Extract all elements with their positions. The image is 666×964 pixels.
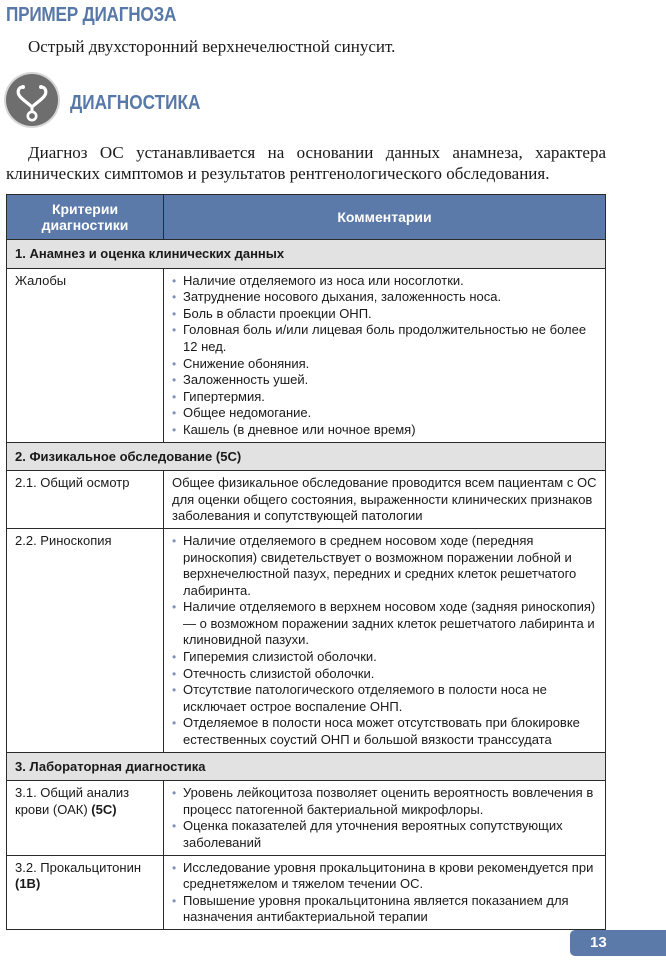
- diagnostic-criteria-table: [6, 194, 606, 930]
- list-item: • Исследование уровня прокальцитонина в крови рекомендуется при среднетяжелом и тяжелом течении ОС.: [172, 860, 597, 893]
- criterion-label: 2.2. Риноскопия: [15, 532, 112, 548]
- list-item: • Наличие отделяемого в верхнем носовом ходе (задняя риноскопия) — о возможном поражении задних клеток решетчатого лабиринта и клиновидной пазухи.: [172, 599, 597, 649]
- header-comments: Комментарии: [164, 195, 606, 240]
- comment-cell: [164, 268, 606, 442]
- table-row: [7, 471, 606, 529]
- table-header-row: [7, 195, 606, 240]
- list-item: • Наличие отделяемого из носа или носоглотки.: [172, 273, 597, 290]
- criterion-cell: [7, 528, 164, 752]
- diagnostics-intro: [6, 142, 606, 184]
- table-row: [7, 528, 606, 752]
- comment-text: Общее физикальное обследование проводится всем пациентам с ОС для оценки общего состояния, выраженности клинических признаков заболевания и сопутствующей патологии: [172, 475, 597, 524]
- list-item: • Отсутствие патологического отделяемого в полости носа не исключает острое воспаление ОНП.: [172, 682, 597, 715]
- criterion-label: Жалобы: [15, 272, 67, 288]
- criterion-cell: [7, 268, 164, 442]
- comment-cell: [164, 471, 606, 529]
- comment-cell: [164, 528, 606, 752]
- section-title: 1. Анамнез и оценка клинических данных: [7, 240, 606, 269]
- comment-list: [172, 533, 597, 749]
- header-criteria: Критерии диагностики: [7, 195, 164, 240]
- list-item: • Отделяемое в полости носа может отсутствовать при блокировке естественных соустий ОНП и большой вязкости транссудата: [172, 715, 597, 748]
- list-item: • Гиперемия слизистой оболочки.: [172, 649, 597, 666]
- comment-list: [172, 785, 597, 851]
- comment-cell: [164, 855, 606, 929]
- criterion-label: 3.2. Прокальцитонин: [15, 859, 142, 875]
- evidence-level: (5С): [91, 801, 117, 817]
- list-item: • Гипертермия.: [172, 389, 597, 406]
- table-body: [7, 240, 606, 930]
- diagnostics-heading: ДИАГНОСТИКА: [70, 92, 201, 114]
- list-item: • Повышение уровня прокальцитонина является показанием для назначения антибактериальной терапии: [172, 893, 597, 926]
- criterion-cell: [7, 471, 164, 529]
- table-row: [7, 855, 606, 929]
- list-item: • Кашель (в дневное или ночное время): [172, 422, 597, 439]
- table-row: [7, 781, 606, 855]
- list-item: • Боль в области проекции ОНП.: [172, 306, 597, 323]
- comment-list: [172, 860, 597, 926]
- list-item: • Наличие отделяемого в среднем носовом ходе (передняя риноскопия) свидетельствует о возможном поражении лобной и верхнечелюстной пазух, передних и средних клеток решетчатого лабиринта.: [172, 533, 597, 599]
- criterion-cell: [7, 781, 164, 855]
- page-number: 13: [570, 930, 666, 956]
- example-text: Острый двухсторонний верхнечелюстной синусит.: [28, 37, 396, 56]
- section-title: 3. Лабораторная диагностика: [7, 752, 606, 781]
- list-item: • Отечность слизистой оболочки.: [172, 666, 597, 683]
- table-row: [7, 268, 606, 442]
- example-heading: ПРИМЕР ДИАГНОЗА: [6, 4, 177, 26]
- list-item: • Головная боль и/или лицевая боль продолжительностью не более 12 нед.: [172, 322, 597, 355]
- list-item: • Снижение обоняния.: [172, 356, 597, 373]
- comment-list: [172, 273, 597, 439]
- section-row: [7, 442, 606, 471]
- section-title: 2. Физикальное обследование (5С): [7, 442, 606, 471]
- list-item: • Общее недомогание.: [172, 405, 597, 422]
- criterion-label: 2.1. Общий осмотр: [15, 475, 130, 491]
- diagnostics-intro-text: Диагноз ОС устанавливается на основании данных анамнеза, характера клинических симптомов и результатов рентгенологического обследования.: [6, 143, 606, 183]
- section-row: [7, 240, 606, 269]
- criterion-cell: [7, 855, 164, 929]
- stethoscope-icon: [6, 74, 58, 126]
- list-item: • Заложенность ушей.: [172, 372, 597, 389]
- evidence-level: (1B): [15, 876, 41, 892]
- comment-cell: [164, 781, 606, 855]
- criterion-label: 3.1. Общий анализ крови (ОАК): [15, 785, 130, 817]
- list-item: • Затруднение носового дыхания, заложенность носа.: [172, 289, 597, 306]
- section-row: [7, 752, 606, 781]
- list-item: • Уровень лейкоцитоза позволяет оценить вероятность вовлечения в процесс патогенной бактериальной микрофлоры.: [172, 785, 597, 818]
- list-item: • Оценка показателей для уточнения вероятных сопутствующих заболеваний: [172, 818, 597, 851]
